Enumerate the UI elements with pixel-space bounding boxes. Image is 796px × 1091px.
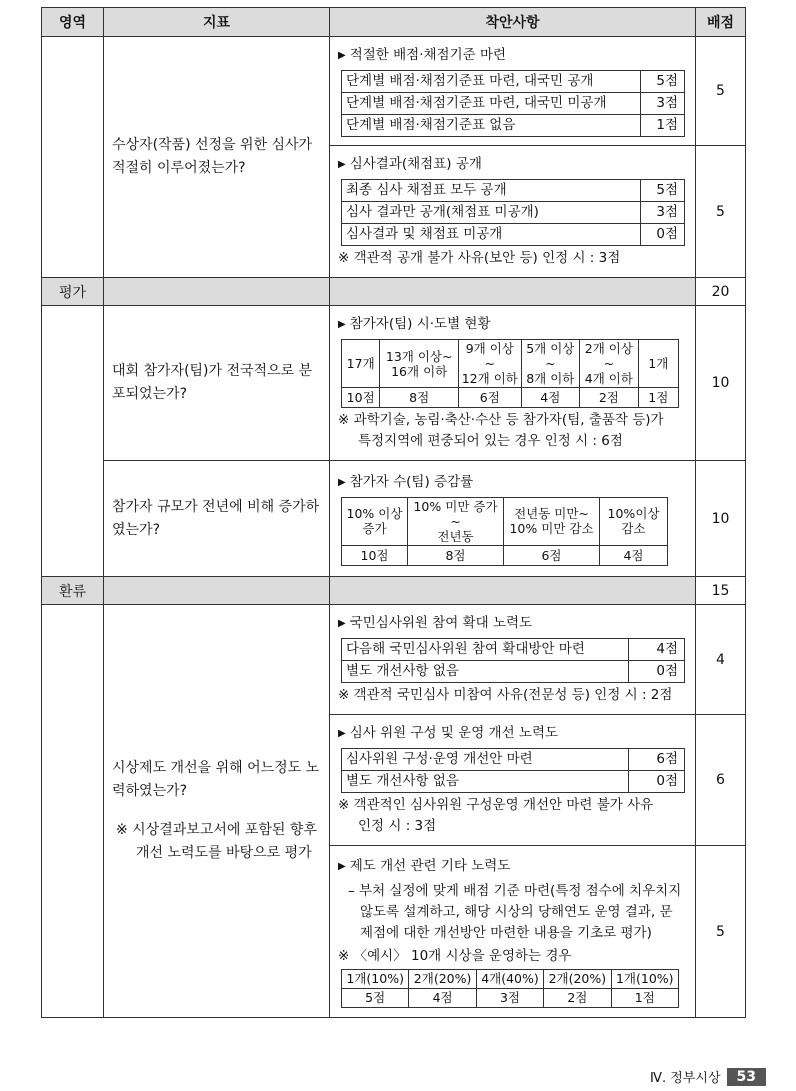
score-cell: 5 xyxy=(696,37,746,146)
note: ※ 객관적인 심사위원 구성운영 개선안 마련 불가 사유 xyxy=(338,797,654,813)
grid-header: 1개 xyxy=(638,340,678,388)
header-area: 영역 xyxy=(42,8,104,37)
cell-point: 0점 xyxy=(629,661,685,683)
grid-header: 13개 이상~ 16개 이하 xyxy=(380,340,459,388)
grid-header: 17개 xyxy=(342,340,380,388)
header-points: 착안사항 xyxy=(330,8,696,37)
note: ※ 객관적 공개 불가 사유(보안 등) 인정 시 : 3점 xyxy=(338,250,621,266)
note: ※ 〈예시〉 10개 시상을 운영하는 경우 xyxy=(338,947,572,964)
table-row xyxy=(342,969,679,988)
table-row xyxy=(342,71,685,93)
section-label: 평가 xyxy=(42,278,104,306)
criterion-growth-rate xyxy=(330,461,696,577)
triangle-icon: ▶ xyxy=(338,618,346,629)
score-cell: 4 xyxy=(696,605,746,715)
score-cell: 10 xyxy=(696,461,746,577)
criterion-committee xyxy=(330,715,696,846)
section-blank xyxy=(330,278,696,306)
grid-header: 5개 이상~ 8개 이하 xyxy=(521,340,580,388)
grid-point: 3점 xyxy=(476,988,543,1007)
grid-point: 2점 xyxy=(580,388,639,408)
cell-label: 심사결과 및 채점표 미공개 xyxy=(342,224,641,246)
table-row xyxy=(342,497,668,545)
table-row xyxy=(342,224,685,246)
grid-header: 2개(20%) xyxy=(544,969,611,988)
cell-point: 3점 xyxy=(641,93,685,115)
criterion-title: 국민심사위원 참여 확대 노력도 xyxy=(349,615,533,631)
grid-point: 4점 xyxy=(521,388,580,408)
header-indicator: 지표 xyxy=(104,8,330,37)
criterion-title: 참가자(팀) 시·도별 현황 xyxy=(349,316,491,332)
criterion-description: – 부처 실정에 맞게 배점 기준 마련(특정 점수에 치우치지 않도록 설계하고, 해당 시상의 당해연도 운영 결과, 문제점에 대한 개선방안 마련한 내용을 기초로 평가) xyxy=(348,882,682,941)
criterion-scoring-standard xyxy=(330,37,696,146)
score-cell: 5 xyxy=(696,846,746,1018)
cell-point: 5점 xyxy=(641,71,685,93)
grid-point: 10점 xyxy=(342,545,408,565)
indicator-improvement xyxy=(104,605,330,1018)
note-continued: 인정 시 : 3점 xyxy=(358,818,437,834)
cell-point: 6점 xyxy=(629,749,685,771)
criterion-result-disclosure xyxy=(330,146,696,278)
indicator-growth: 참가자 규모가 전년에 비해 증가하였는가? xyxy=(104,461,330,577)
grid-point: 4점 xyxy=(600,545,668,565)
cell-label: 단계별 배점·채점기준표 마련, 대국민 공개 xyxy=(342,71,641,93)
cell-label: 심사 결과만 공개(채점표 미공개) xyxy=(342,202,641,224)
criterion-title: 적절한 배점·채점기준 마련 xyxy=(349,47,507,63)
score-table xyxy=(341,638,685,683)
grid-header: 2개(20%) xyxy=(409,969,476,988)
table-row xyxy=(342,639,685,661)
section-row-feedback xyxy=(42,577,746,605)
indicator-text: 시상제도 개선을 위해 어느정도 노력하였는가? xyxy=(112,760,320,799)
criterion-regional-status xyxy=(330,306,696,461)
page-footer xyxy=(650,1067,766,1086)
table-row xyxy=(342,388,679,408)
section-label: 환류 xyxy=(42,577,104,605)
criterion-other-effort xyxy=(330,846,696,1018)
table-row xyxy=(342,340,679,388)
page-number: 53 xyxy=(727,1068,766,1086)
grid-header: 10% 이상 증가 xyxy=(342,497,408,545)
table-row xyxy=(42,306,746,461)
table-row xyxy=(342,988,679,1007)
table-row xyxy=(342,661,685,683)
triangle-icon: ▶ xyxy=(338,860,346,872)
table-row xyxy=(342,93,685,115)
cell-point: 0점 xyxy=(641,224,685,246)
score-cell: 6 xyxy=(696,715,746,846)
regional-grid xyxy=(341,339,679,408)
criterion-title: 제도 개선 관련 기타 노력도 xyxy=(349,857,511,874)
grid-header: 4개(40%) xyxy=(476,969,543,988)
table-row xyxy=(342,771,685,793)
triangle-icon: ▶ xyxy=(338,50,346,61)
grid-header: 1개(10%) xyxy=(342,969,409,988)
grid-header: 10%이상 감소 xyxy=(600,497,668,545)
grid-header: 9개 이상~ 12개 이하 xyxy=(459,340,522,388)
criterion-title: 심사 위원 구성 및 운영 개선 노력도 xyxy=(349,725,559,741)
indicator-note-continued: 개선 노력도를 바탕으로 평가 xyxy=(136,845,312,861)
grid-header: 1개(10%) xyxy=(611,969,678,988)
cell-label: 단계별 배점·채점기준표 없음 xyxy=(342,115,641,137)
section-blank xyxy=(330,577,696,605)
cell-label: 심사위원 구성·운영 개선안 마련 xyxy=(342,749,629,771)
grid-point: 8점 xyxy=(408,545,504,565)
grid-point: 6점 xyxy=(459,388,522,408)
table-row xyxy=(42,461,746,577)
cell-label: 최종 심사 채점표 모두 공개 xyxy=(342,180,641,202)
grid-point: 8점 xyxy=(380,388,459,408)
table-row xyxy=(342,180,685,202)
table-row xyxy=(342,115,685,137)
grid-point: 1점 xyxy=(638,388,678,408)
score-table xyxy=(341,70,685,137)
section-row-evaluation xyxy=(42,278,746,306)
grid-point: 1점 xyxy=(611,988,678,1007)
grid-point: 4점 xyxy=(409,988,476,1007)
cell-point: 5점 xyxy=(641,180,685,202)
table-row xyxy=(42,605,746,715)
cell-point: 3점 xyxy=(641,202,685,224)
indicator-distribution: 대회 참가자(팀)가 전국적으로 분포되었는가? xyxy=(104,306,330,461)
cell-label: 다음해 국민심사위원 참여 확대방안 마련 xyxy=(342,639,629,661)
example-grid xyxy=(341,969,679,1008)
grid-header: 전년동 미만~ 10% 미만 감소 xyxy=(504,497,600,545)
grid-point: 6점 xyxy=(504,545,600,565)
note: ※ 객관적 국민심사 미참여 사유(전문성 등) 인정 시 : 2점 xyxy=(338,687,673,703)
header-score: 배점 xyxy=(696,8,746,37)
table-row xyxy=(342,545,668,565)
evaluation-table xyxy=(41,7,746,1018)
cell-point: 1점 xyxy=(641,115,685,137)
triangle-icon: ▶ xyxy=(338,319,346,330)
table-row xyxy=(342,202,685,224)
criterion-citizen-judges xyxy=(330,605,696,715)
cell-point: 0점 xyxy=(629,771,685,793)
criterion-title: 참가자 수(팀) 증감률 xyxy=(349,473,474,490)
note: ※ 과학기술, 농림·축산·수산 등 참가자(팀, 출품작 등)가 xyxy=(338,412,664,428)
grid-point: 5점 xyxy=(342,988,409,1007)
criterion-title: 심사결과(채점표) 공개 xyxy=(349,156,482,172)
area-cell xyxy=(42,306,104,577)
grid-header: 2개 이상~ 4개 이하 xyxy=(580,340,639,388)
table-row xyxy=(42,37,746,146)
cell-point: 4점 xyxy=(629,639,685,661)
triangle-icon: ▶ xyxy=(338,728,346,739)
indicator-judging: 수상자(작품) 선정을 위한 심사가 적절히 이루어졌는가? xyxy=(104,37,330,278)
section-score: 15 xyxy=(696,577,746,605)
cell-label: 별도 개선사항 없음 xyxy=(342,771,629,793)
cell-label: 단계별 배점·채점기준표 마련, 대국민 미공개 xyxy=(342,93,641,115)
score-cell: 5 xyxy=(696,146,746,278)
triangle-icon: ▶ xyxy=(338,159,346,170)
grid-point: 10점 xyxy=(342,388,380,408)
triangle-icon: ▶ xyxy=(338,476,346,488)
score-table xyxy=(341,179,685,246)
area-cell xyxy=(42,605,104,1018)
area-cell xyxy=(42,37,104,278)
cell-label: 별도 개선사항 없음 xyxy=(342,661,629,683)
score-cell: 10 xyxy=(696,306,746,461)
note-continued: 특정지역에 편중되어 있는 경우 인정 시 : 6점 xyxy=(358,433,623,449)
header-row xyxy=(42,8,746,37)
section-blank xyxy=(104,278,330,306)
grid-point: 2점 xyxy=(544,988,611,1007)
section-blank xyxy=(104,577,330,605)
score-table xyxy=(341,748,685,793)
footer-section: Ⅳ. 정부시상 xyxy=(650,1071,721,1086)
indicator-note: ※ 시상결과보고서에 포함된 향후 xyxy=(116,822,317,838)
section-score: 20 xyxy=(696,278,746,306)
table-row xyxy=(342,749,685,771)
grid-header: 10% 미만 증가~ 전년동 xyxy=(408,497,504,545)
growth-grid xyxy=(341,497,668,566)
